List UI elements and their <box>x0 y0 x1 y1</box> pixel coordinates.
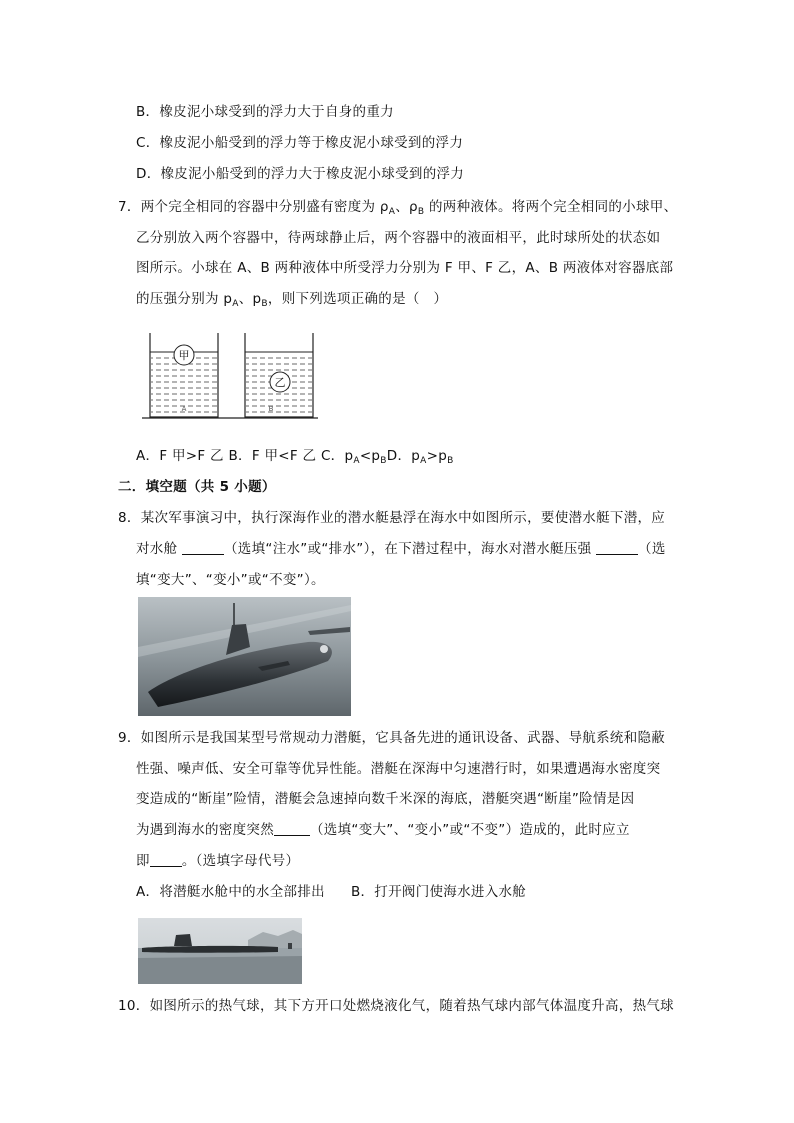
q9-options <box>136 882 526 902</box>
q7-line-1: 7．两个完全相同的容器中分别盛有密度为 $\rho_A$、$\rho_B$ 的两种液体。将两个完全相同的小球甲、 <box>118 199 678 217</box>
container-a <box>150 333 218 417</box>
q9-line-5: 即 。（选填字母代号） <box>136 853 300 869</box>
q9-blank-2[interactable] <box>150 852 182 867</box>
container-a-label: A <box>181 405 187 413</box>
q9-line-4: 为遇到海水的密度突然 （选填“变大”、“变小”或“不变”）造成的，此时应立 <box>136 822 630 838</box>
q7-line-3: 图所示。小球在 A、B 两种液体中所受浮力分别为 F 甲、F 乙，A、B 两液体对容器底部 <box>136 260 674 276</box>
q7-option-b: B．F 甲<F 乙 <box>228 448 317 464</box>
q6-option-d: D．橡皮泥小船受到的浮力大于橡皮泥小球受到的浮力 <box>136 166 465 182</box>
q9-submarine-photo <box>138 918 302 984</box>
q9-line-3: 变造成的“断崖”险情，潜艇会急速掉向数千米深的海底，潜艇突遇“断崖”险情是因 <box>136 791 635 807</box>
q9-option-b: B．打开阀门使海水进入水舱 <box>350 884 527 900</box>
q6-option-b: B．橡皮泥小球受到的浮力大于自身的重力 <box>136 104 394 120</box>
q9-line-1: 9．如图所示是我国某型号常规动力潜艇，它具备先进的通讯设备、武器、导航系统和隐蔽 <box>118 730 666 746</box>
q9-blank-1[interactable] <box>274 821 310 836</box>
q7-options <box>136 446 454 471</box>
q8-blank-2[interactable] <box>596 540 638 555</box>
container-b-label: B <box>268 405 274 413</box>
q7-option-a: A．F 甲>F 乙 <box>136 448 224 464</box>
q8-line-3: 填“变大”、“变小”或“不变”）。 <box>136 572 325 588</box>
q10-line-1: 10．如图所示的热气球，其下方开口处燃烧液化气，随着热气球内部气体温度升高，热气球 <box>118 998 674 1014</box>
ball-yi-label: 乙 <box>274 376 286 389</box>
q8-submarine-photo <box>138 597 351 716</box>
q6-option-c: C．橡皮泥小船受到的浮力等于橡皮泥小球受到的浮力 <box>136 135 464 151</box>
q9-option-a: A．将潜艇水舱中的水全部排出 <box>136 884 325 900</box>
q9-line-2: 性强、噪声低、安全可靠等优异性能。潜艇在深海中匀速潜行时，如果遭遇海水密度突 <box>136 761 661 777</box>
q7-option-c: C．$p_A<p_B$ <box>320 448 387 466</box>
q8-line-1: 8．某次军事演习中，执行深海作业的潜水艇悬浮在海水中如图所示，要使潜水艇下潜，应 <box>118 510 666 526</box>
q7-line-2: 乙分别放入两个容器中，待两球静止后，两个容器中的液面相平，此时球所处的状态如 <box>136 230 661 246</box>
section-2-title: 二．填空题（共 5 小题） <box>118 479 276 495</box>
q8-blank-1[interactable] <box>182 540 224 555</box>
ball-jia-label: 甲 <box>178 349 190 362</box>
q7-containers-figure <box>140 325 320 420</box>
container-b <box>245 333 313 417</box>
q8-line-2: 对水舱 （选填“注水”或“排水”），在下潜过程中，海水对潜水艇压强 （选 <box>136 541 666 557</box>
q7-line-4: 的压强分别为 $p_A$、$p_B$，则下列选项正确的是（ ） <box>136 291 448 309</box>
q7-option-d: D．$p_A>p_B$ <box>386 448 454 466</box>
